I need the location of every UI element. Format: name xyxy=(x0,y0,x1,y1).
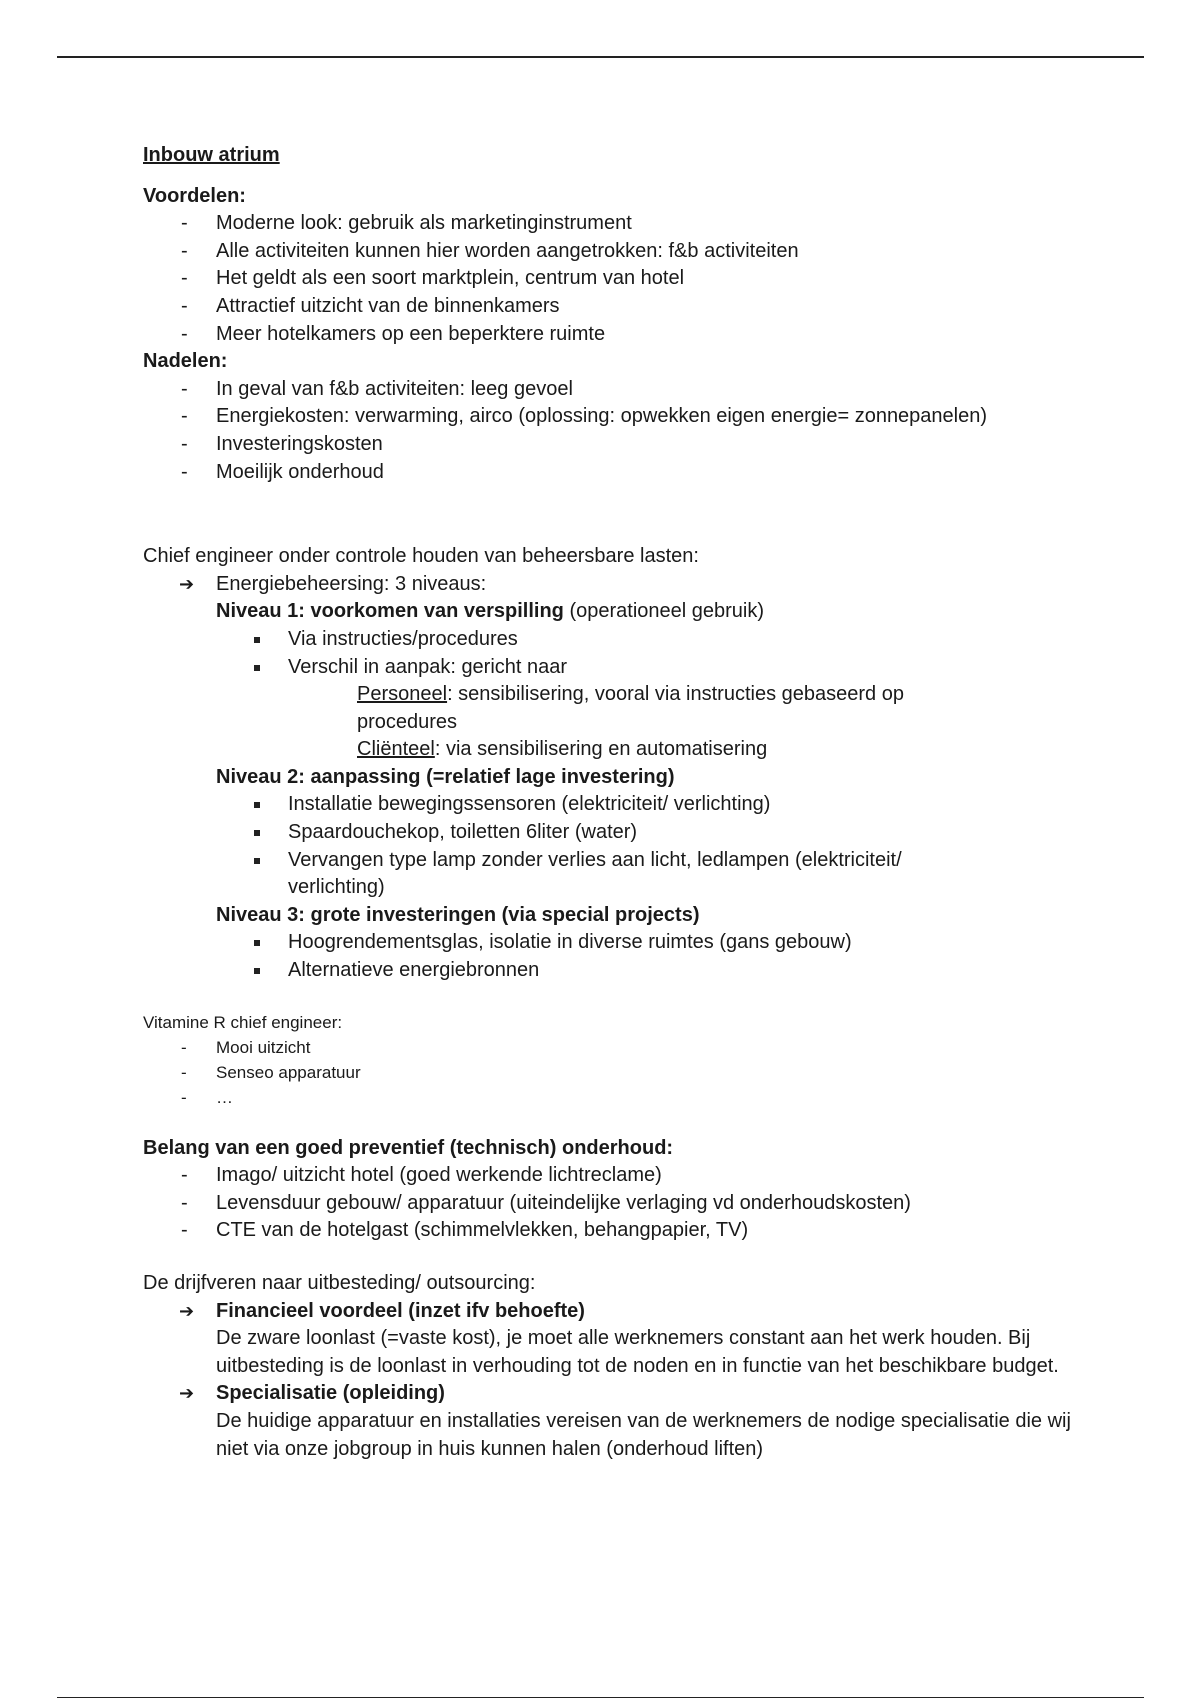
list-item: Spaardouchekop, toiletten 6liter (water) xyxy=(143,819,1083,847)
section-title-atrium: Inbouw atrium xyxy=(143,144,280,166)
chief-arrow-list xyxy=(143,571,1083,599)
chief-intro: Chief engineer onder controle houden van beheersbare lasten: xyxy=(143,545,699,568)
niveau-1-title: Niveau 1: voorkomen van verspilling xyxy=(216,600,564,623)
voordelen-list xyxy=(143,210,1083,348)
niveau-3-title: Niveau 3: grote investeringen (via special projects) xyxy=(216,903,700,926)
spacer xyxy=(143,516,1083,543)
voordelen-label: Voordelen: xyxy=(143,184,246,207)
list-item: Alternatieve energiebronnen xyxy=(143,957,1083,985)
list-item: - Meer hotelkamers op een beperktere ruimte xyxy=(143,321,1083,349)
list-item: - … xyxy=(143,1085,1083,1110)
spacer xyxy=(143,985,1083,1010)
arrow-item xyxy=(143,1380,1083,1463)
arrow-item xyxy=(143,1298,1083,1381)
list-item: - Imago/ uitzicht hotel (goed werkende lichtreclame) xyxy=(143,1162,1083,1190)
bottom-rule xyxy=(57,1697,1144,1698)
list-item: Hoogrendementsglas, isolatie in diverse ruimtes (gans gebouw) xyxy=(143,929,1083,957)
top-rule xyxy=(57,56,1144,58)
vitamine-list xyxy=(143,1035,1083,1110)
list-item: - Levensduur gebouw/ apparatuur (uiteindelijke verlaging vd onderhoudskosten) xyxy=(143,1190,1083,1218)
personeel-label: Personeel xyxy=(357,683,448,706)
spacer xyxy=(143,1245,1083,1270)
outsourcing-list xyxy=(143,1298,1083,1464)
arrow-item: ➔ Energiebeheersing: 3 niveaus: xyxy=(143,571,1083,599)
niveau-1-heading xyxy=(143,598,1083,626)
niveau-2-title: Niveau 2: aanpassing (=relatief lage investering) xyxy=(216,765,675,788)
outsourcing-intro: De drijfveren naar uitbesteding/ outsourcing: xyxy=(143,1272,536,1294)
list-item: - In geval van f&b activiteiten: leeg gevoel xyxy=(143,376,1083,404)
list-item: - Moeilijk onderhoud xyxy=(143,459,1083,487)
niveau-1-note: (operationeel gebruik) xyxy=(563,600,765,623)
list-item: - Moderne look: gebruik als marketinginstrument xyxy=(143,210,1083,238)
list-item: - Investeringskosten xyxy=(143,431,1083,459)
vitamine-intro: Vitamine R chief engineer: xyxy=(143,1012,343,1032)
niveau-2-list xyxy=(143,791,1083,901)
outsourcing-point-body: De huidige apparatuur en installaties vereisen van de werknemers de nodige specialisatie die wij niet via onze jobgroup in huis kunnen halen (onderhoud liften) xyxy=(216,1409,1071,1460)
sub-item-personeel xyxy=(143,681,1083,736)
spacer xyxy=(143,1110,1083,1135)
niveau-1-list xyxy=(143,626,1083,681)
list-item: - CTE van de hotelgast (schimmelvlekken, behangpapier, TV) xyxy=(143,1217,1083,1245)
personeel-text: : sensibilisering, vooral via instructies gebaseerd op procedures xyxy=(357,683,904,733)
onderhoud-list xyxy=(143,1162,1083,1245)
list-item: Installatie bewegingssensoren (elektriciteit/ verlichting) xyxy=(143,791,1083,819)
nadelen-list xyxy=(143,376,1083,486)
outsourcing-point-title: ➔ Financieel voordeel (inzet ifv behoefte) xyxy=(216,1299,585,1322)
list-item: - Attractief uitzicht van de binnenkamers xyxy=(143,293,1083,321)
list-item: Via instructies/procedures xyxy=(143,626,1083,654)
list-item: - Het geldt als een soort marktplein, centrum van hotel xyxy=(143,265,1083,293)
sub-item-clienteel xyxy=(143,736,1083,764)
list-item: Verschil in aanpak: gericht naar xyxy=(143,654,1083,682)
list-item: - Mooi uitzicht xyxy=(143,1035,1083,1060)
clienteel-label: Cliënteel xyxy=(357,738,435,761)
list-item: Vervangen type lamp zonder verlies aan licht, ledlampen (elektriciteit/ verlichting) xyxy=(143,847,1083,902)
onderhoud-title: Belang van een goed preventief (technisch) onderhoud: xyxy=(143,1136,674,1159)
list-item: - Energiekosten: verwarming, airco (oplossing: opwekken eigen energie= zonnepanelen) xyxy=(143,403,1083,431)
list-item: - Senseo apparatuur xyxy=(143,1060,1083,1085)
outsourcing-point-body: De zware loonlast (=vaste kost), je moet alle werknemers constant aan het werk houden. Bij uitbesteding is de loonlast in verhouding tot de noden en in functie van het beschikbare budget. xyxy=(216,1327,1059,1377)
nadelen-label: Nadelen: xyxy=(143,350,228,373)
clienteel-text: : via sensibilisering en automatisering xyxy=(434,738,768,761)
spacer xyxy=(143,486,1083,516)
niveau-3-list xyxy=(143,929,1083,984)
document-page xyxy=(143,142,1083,1463)
vitamine-section xyxy=(143,1010,1083,1110)
outsourcing-point-title: ➔ Specialisatie (opleiding) xyxy=(216,1382,445,1405)
list-item: - Alle activiteiten kunnen hier worden aangetrokken: f&b activiteiten xyxy=(143,238,1083,266)
